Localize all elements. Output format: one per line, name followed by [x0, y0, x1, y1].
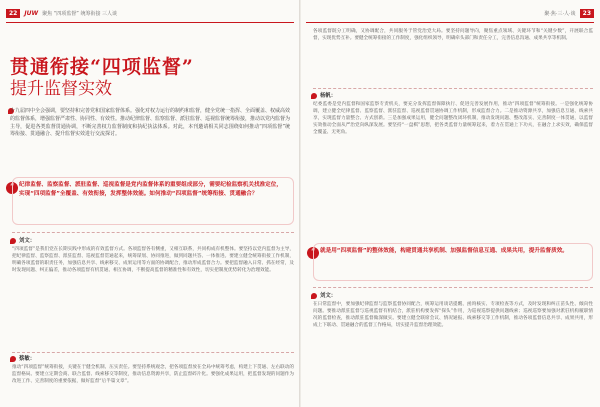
- header-rule-left: [6, 22, 294, 23]
- divider-3: [313, 88, 593, 89]
- answer-paragraph-3: 纪委监委是党内监督和国家监察专责机关，要充分发挥监督保障执行、促进完善发展作用，推动“四项监督”统筹衔接。一是强化统筹协调，建立健全纪律监督、监察监督、派驻监督、巡视监督贯通协调工作机制，形成监督合力。二是推动资源共享，加强信息互通、线索共享，实现监督力量整合、方式创新。三是加强成果运用，健全问题整改闭环机制，推动发现问题、整改落实、完善制度一体贯通，以监督实效推动全面从严治党向纵深发展。要坚持“一盘棋”思想，把各类监督力量统筹起来，着力在贯通上下功夫，在融合上求实效，确保监督全覆盖、无死角。: [313, 102, 593, 136]
- header-left-text: 聚焦 “四项监督” 统筹衔接 三人谈: [42, 10, 118, 17]
- divider-1: [12, 232, 294, 233]
- speaker-name: 刘文：: [19, 238, 36, 244]
- quote-mark-icon: “: [6, 182, 18, 194]
- speaker-flag-icon-3: [311, 93, 317, 99]
- divider-4: [313, 287, 593, 288]
- answer-paragraph-2: 推动“四项监督”统筹衔接，关键在于健全机制、压实责任。要坚持系统观念，把各项监督放在全局中统筹考虑，构建上下贯通、左右联动的监督格局。要建立定期会商、联合监督、线索移交等制度，推动信息资源共享，防止监督碎片化。要强化成果运用，把监督发现的问题作为改进工作、完善制度的重要依据，做好监督“后半篇文章”。: [12, 365, 294, 385]
- header-right-text: 聚·焦·三·人·谈: [544, 10, 576, 17]
- question-callout-1: 纪律监督、监察监督、派驻监督、巡视监督是党内监督体系的重要组成部分，需要纪检监察机关找准定位，实现“四项监督”全覆盖、有效衔接，发挥整体效能。如何推动“四项监督”统筹衔接、贯通融合？: [12, 177, 294, 225]
- speaker-name-3: 杨帆：: [320, 93, 337, 99]
- speaker-flag-icon-4: [311, 293, 317, 299]
- right-lead-paragraph: 各项监督既分工明确，又协调配合，共同服务于管党治党大局。要坚持问题导向，聚焦重点领域、关键环节和“关键少数”，开展联合监督，实现优势互补。要健全统筹衔接的工作制度，强化组织领导，明确牵头部门和责任分工，完善信息沟通、成果共享等机制。: [313, 29, 593, 42]
- right-page-header: [306, 5, 594, 21]
- page-number-left: 22: [6, 9, 20, 18]
- article-subtitle: 提升监督实效: [10, 79, 112, 99]
- page-number-right: 23: [580, 9, 594, 18]
- article-title: 贯通衔接“四项监督”: [10, 56, 194, 78]
- left-page-header: [6, 5, 294, 21]
- question-callout-2: 就是用“四项监督”的整体效能，构建贯通共享机制、加强监督信息互通、成果共用，提升监督质效。: [313, 243, 593, 281]
- article-intro: 十九届四中全会强调，要坚持和完善党和国家监督体系。强化对权力运行的制约和监督，健全党统一指挥、全面覆盖、权威高效的监督体系，增强监督严肃性、协同性、有效性。推动纪律监督、监察监督、派驻监督、巡视监督统筹衔接，推动以党内监督为主导，促进各类监督贯通协调，不断完善权力监督制度和执纪执法体系。对此，本刊邀请相关同志围绕如何推动“四项监督”统筹衔接、贯通融合、提升监督实效进行交流探讨。: [10, 108, 291, 138]
- speaker-flag-icon-2: [10, 356, 16, 362]
- speaker-name-4: 刘文：: [320, 293, 337, 299]
- quote-mark-icon-2: “: [307, 247, 319, 259]
- speaker-name-2: 蔡敏：: [19, 356, 36, 362]
- page-gutter: [299, 0, 301, 407]
- speaker-flag-icon: [10, 238, 16, 244]
- answer-paragraph: “四项监督”是我们党在长期实践中形成的有效监督方式。各项监督各有侧重，又相互联系，共同构成有机整体。要坚持以党内监督为主导，把纪律监督、监察监督、派驻监督、巡视监督贯通起来，统筹谋划、协同推进，做到同题共答、一体推进。要建立健全统筹衔接工作机制，明确各项监督的职责任务，加强信息共享、线索移交、成果运用等方面的协调配合，推动形成监督合力。要把监督融入日常、抓在经常，及时发现问题、纠正偏差，推动各项监督有机贯通、相互协调，不断提高监督的精准性和有效性，切实把制度优势转化为治理效能。: [12, 247, 294, 274]
- divider-2: [12, 352, 294, 353]
- header-rule-right: [306, 22, 594, 23]
- answer-paragraph-4: 在日常监督中，要加强纪律监督与监察监督协同配合，统筹运用谈话提醒、函询核实、专项检查等方式，及时发现和纠正苗头性、倾向性问题。要推动派驻监督与巡视监督有机结合，派驻机构要发挥“探头”作用，为巡视巡察提供问题线索；巡视巡察要加强对派驻机构履职情况的监督检查，推动派驻监督做深做实。要建立健全联席会议、情况通报、线索移交等工作机制，推动各项监督信息共享、成果共用，形成上下联动、贯通融合的监督工作格局，切实提升监督治理效能。: [313, 302, 593, 329]
- brand-logo: JUW: [24, 9, 39, 17]
